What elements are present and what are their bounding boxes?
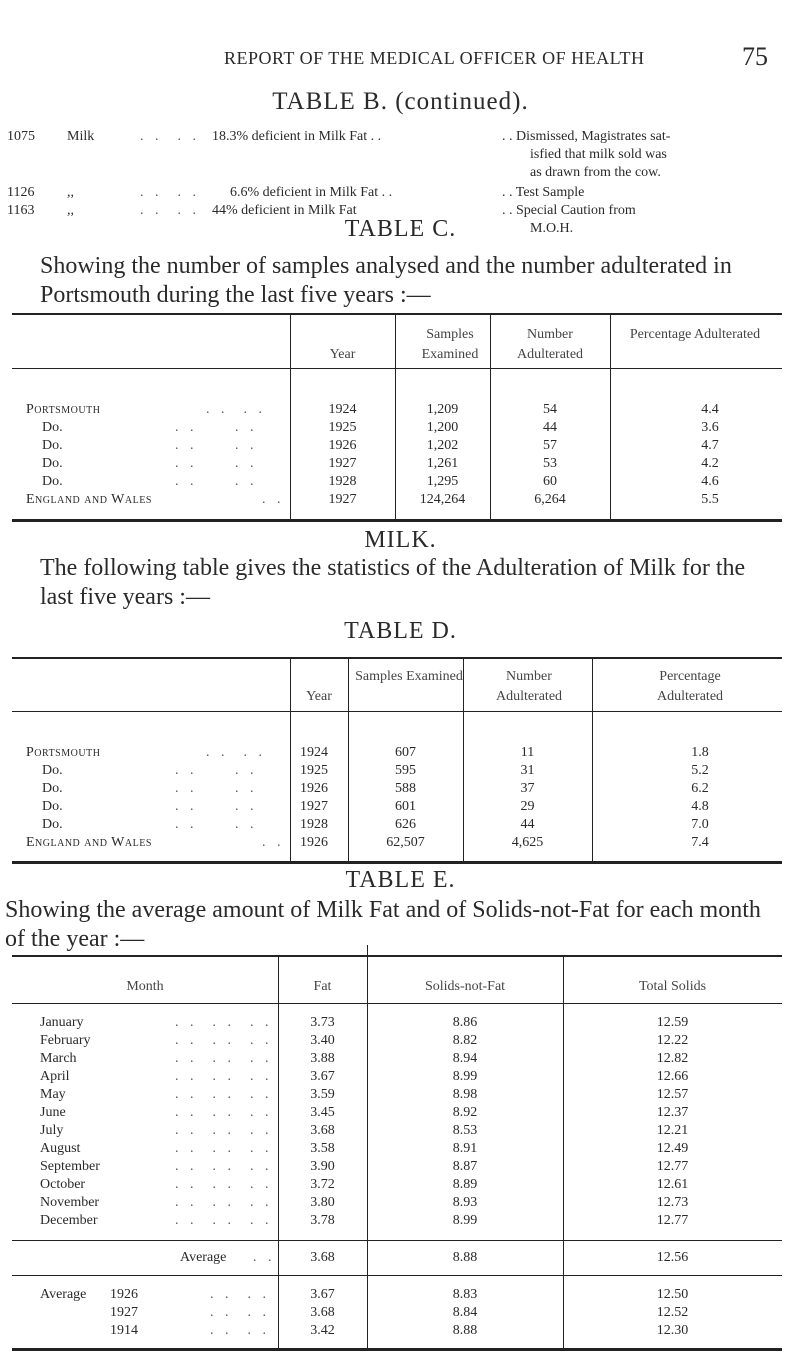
leader-dots: . . . . . . [175,1213,273,1228]
table-b-row-action: . . Special Caution from [502,203,636,218]
leader-dots: . . . . [140,203,200,218]
month-cell: July [40,1123,64,1138]
solids-not-fat-cell: 8.84 [452,1305,478,1320]
leader-dots: . . . . [175,456,258,471]
table-b-row-action-cont: isfied that milk sold was [530,147,667,162]
place-cell: England and Wales [26,835,152,850]
place-cell: Portsmouth [26,745,101,760]
leader-dots: . . . . [140,129,200,144]
year-cell: 1926 [300,835,328,850]
year-cell: 1928 [328,474,357,489]
leader-dots: . . . . . . [175,1051,273,1066]
column-header: Total Solids [638,979,707,994]
leader-dots: . . . . . . [175,1159,273,1174]
solids-not-fat-cell: 8.86 [452,1015,478,1030]
samples-cell: 626 [395,817,416,832]
leader-dots: . . . . . . [175,1069,273,1084]
samples-cell: 1,200 [426,420,459,435]
leader-dots: . . . . . . [175,1195,273,1210]
prior-year-cell: 1914 [110,1323,138,1338]
month-cell: November [40,1195,100,1210]
rule [12,955,782,957]
leader-dots: . . . . [210,1305,270,1320]
total-solids-cell: 12.66 [656,1069,689,1084]
column-divider [610,369,611,519]
rule [12,657,782,659]
percentage-cell: 4.2 [701,456,719,471]
fat-cell: 3.88 [310,1051,335,1066]
column-header: Year [329,347,356,362]
column-header: Samples Examined [421,327,479,362]
samples-cell: 1,209 [426,402,459,417]
leader-dots: . . . . [175,817,258,832]
total-solids-cell: 12.73 [656,1195,689,1210]
adulterated-cell: 11 [520,745,535,760]
solids-not-fat-cell: 8.99 [452,1213,478,1228]
year-cell: 1925 [328,420,357,435]
place-cell: Do. [42,799,63,814]
prior-average-label: Average [40,1287,87,1302]
adulterated-cell: 54 [543,402,557,417]
table-b-title: TABLE B. (continued). [272,88,529,115]
leader-dots: . . . . [175,799,258,814]
fat-cell: 3.40 [310,1033,335,1048]
month-cell: August [40,1141,81,1156]
column-header: Number Adulterated [495,669,563,704]
samples-cell: 1,261 [426,456,459,471]
total-solids-cell: 12.22 [656,1033,689,1048]
table-b-row-action: . . Dismissed, Magistrates sat- [502,129,671,144]
prior-year-cell: 1926 [110,1287,138,1302]
leader-dots: . . [253,1250,276,1265]
samples-cell: 124,264 [419,492,466,507]
rule [12,1003,782,1004]
table-b-row-article: Milk [67,129,95,144]
solids-not-fat-cell: 8.83 [452,1287,478,1302]
fat-cell: 3.78 [310,1213,335,1228]
month-cell: June [40,1105,66,1120]
column-header: Percentage Adulterated [629,327,761,342]
percentage-cell: 3.6 [701,420,719,435]
place-cell: Do. [42,456,63,471]
year-cell: 1926 [300,781,328,796]
fat-cell: 3.67 [310,1287,335,1302]
adulterated-cell: 53 [543,456,557,471]
fat-cell: 3.58 [310,1141,335,1156]
month-cell: January [40,1015,84,1030]
place-cell: Portsmouth [26,402,101,417]
solids-not-fat-cell: 8.82 [452,1033,478,1048]
year-cell: 1924 [328,402,357,417]
fat-cell: 3.68 [310,1250,335,1265]
month-cell: December [40,1213,98,1228]
year-cell: 1925 [300,763,328,778]
place-cell: Do. [42,438,63,453]
fat-cell: 3.45 [310,1105,335,1120]
percentage-cell: 5.2 [691,763,709,778]
samples-cell: 1,295 [426,474,459,489]
total-solids-cell: 12.59 [656,1015,689,1030]
samples-cell: 1,202 [426,438,459,453]
column-header: Solids-not-Fat [424,979,506,994]
total-solids-cell: 12.52 [656,1305,689,1320]
place-cell: Do. [42,781,63,796]
month-cell: October [40,1177,86,1192]
fat-cell: 3.80 [310,1195,335,1210]
total-solids-cell: 12.61 [656,1177,689,1192]
running-title: REPORT OF THE MEDICAL OFFICER OF HEALTH [224,48,645,68]
fat-cell: 3.67 [310,1069,335,1084]
table-b-row-action: . . Test Sample [502,185,585,200]
adulterated-cell: 37 [520,781,535,796]
rule [12,711,782,712]
leader-dots: . . . . [210,1323,270,1338]
solids-not-fat-cell: 8.94 [452,1051,478,1066]
year-cell: 1927 [300,799,328,814]
table-b-row-action-cont: M.O.H. [530,221,574,236]
month-cell: February [40,1033,91,1048]
fat-cell: 3.68 [310,1305,335,1320]
column-header: Year [306,689,332,704]
column-divider [563,1004,564,1349]
solids-not-fat-cell: 8.92 [452,1105,478,1120]
total-solids-cell: 12.37 [656,1105,689,1120]
solids-not-fat-cell: 8.93 [452,1195,478,1210]
leader-dots: . . . . . . [175,1141,273,1156]
adulterated-cell: 44 [543,420,557,435]
column-divider [278,1004,279,1349]
total-solids-cell: 12.57 [656,1087,689,1102]
solids-not-fat-cell: 8.53 [452,1123,478,1138]
leader-dots: . . [262,835,285,850]
samples-cell: 601 [395,799,416,814]
column-header: Fat [313,979,332,994]
month-cell: September [40,1159,100,1174]
adulterated-cell: 6,264 [534,492,566,507]
rule [12,519,782,522]
average-label: Average [180,1250,227,1265]
rule [12,313,782,315]
table-b-row-result: 18.3% deficient in Milk Fat . . [212,129,382,144]
percentage-cell: 7.0 [691,817,709,832]
year-cell: 1924 [300,745,328,760]
year-cell: 1928 [300,817,328,832]
rule [12,1240,782,1241]
adulterated-cell: 31 [520,763,535,778]
fat-cell: 3.68 [310,1123,335,1138]
solids-not-fat-cell: 8.98 [452,1087,478,1102]
table-b-row-no: 1163 [7,203,35,218]
fat-cell: 3.72 [310,1177,335,1192]
leader-dots: . . . . [206,745,266,760]
table-b-row-result: 6.6% deficient in Milk Fat . . [230,185,393,200]
adulterated-cell: 4,625 [511,835,544,850]
table-b-row-action-cont: as drawn from the cow. [530,165,661,180]
leader-dots: . . . . . . [175,1033,273,1048]
adulterated-cell: 57 [543,438,557,453]
table-e-intro: Showing the average amount of Milk Fat and of Solids-not-Fat for each month of the year :— [5,897,761,952]
column-header: Samples Examined [355,669,463,684]
adulterated-cell: 29 [520,799,535,814]
table-b-row-result: 44% deficient in Milk Fat [212,203,357,218]
table-c-title: TABLE C. [344,216,457,242]
total-solids-cell: 12.49 [656,1141,689,1156]
solids-not-fat-cell: 8.87 [452,1159,478,1174]
percentage-cell: 4.7 [701,438,719,453]
leader-dots: . . . . [210,1287,270,1302]
year-cell: 1927 [328,456,357,471]
table-d-title: TABLE D. [344,618,457,644]
fat-cell: 3.59 [310,1087,335,1102]
column-divider [290,712,291,861]
prior-year-cell: 1927 [110,1305,138,1320]
milk-intro: The following table gives the statistics of the Adulteration of Milk for the last five years :— [40,555,746,610]
solids-not-fat-cell: 8.99 [452,1069,478,1084]
leader-dots: . . . . [175,474,258,489]
place-cell: Do. [42,763,63,778]
place-cell: England and Wales [26,492,152,507]
leader-dots: . . . . [175,420,258,435]
leader-dots: . . . . . . [175,1087,273,1102]
solids-not-fat-cell: 8.91 [452,1141,478,1156]
solids-not-fat-cell: 8.88 [452,1323,478,1338]
solids-not-fat-cell: 8.89 [452,1177,478,1192]
leader-dots: . . . . [175,763,258,778]
leader-dots: . . . . . . [175,1177,273,1192]
column-divider [348,712,349,861]
rule [12,861,782,864]
samples-cell: 595 [395,763,416,778]
place-cell: Do. [42,474,63,489]
column-header: Number Adulterated [516,327,584,362]
total-solids-cell: 12.21 [656,1123,689,1138]
leader-dots: . . . . [175,781,258,796]
leader-dots: . . . . . . [175,1105,273,1120]
samples-cell: 62,507 [386,835,425,850]
year-cell: 1926 [328,438,357,453]
leader-dots: . . . . . . [175,1123,273,1138]
page-number: 75 [742,42,768,71]
adulterated-cell: 60 [543,474,557,489]
total-solids-cell: 12.77 [656,1159,689,1174]
percentage-cell: 4.8 [691,799,709,814]
leader-dots: . . . . . . [175,1015,273,1030]
leader-dots: . . [262,492,285,507]
fat-cell: 3.73 [310,1015,335,1030]
percentage-cell: 4.6 [701,474,719,489]
column-divider [367,1004,368,1349]
fat-cell: 3.90 [310,1159,335,1174]
month-cell: March [40,1051,77,1066]
month-cell: May [40,1087,66,1102]
leader-dots: . . . . [140,185,200,200]
percentage-cell: 4.4 [701,402,719,417]
total-solids-cell: 12.30 [656,1323,689,1338]
month-cell: April [40,1069,70,1084]
column-header: Percentage Adulterated [656,669,724,704]
leader-dots: . . . . [206,402,266,417]
milk-heading: MILK. [364,527,437,553]
column-divider [463,712,464,861]
total-solids-cell: 12.56 [656,1250,689,1265]
column-divider [592,712,593,861]
percentage-cell: 6.2 [691,781,709,796]
rule [12,1348,782,1351]
percentage-cell: 5.5 [701,492,719,507]
table-b-row-no: 1075 [7,129,35,144]
table-c-intro: Showing the number of samples analysed and the number adulterated in Portsmouth during the last five years :— [40,253,732,308]
page-header [0,42,801,72]
column-divider [290,369,291,519]
percentage-cell: 1.8 [691,745,709,760]
place-cell: Do. [42,420,63,435]
samples-cell: 607 [395,745,416,760]
table-e-title: TABLE E. [345,867,456,893]
place-cell: Do. [42,817,63,832]
leader-dots: . . . . [175,438,258,453]
column-divider [490,369,491,519]
samples-cell: 588 [395,781,416,796]
table-b-row-article: ,, [67,185,74,200]
rule [12,1275,782,1276]
column-divider [395,369,396,519]
column-header: Month [126,979,164,994]
rule [12,368,782,369]
table-b-row-article: ,, [67,203,74,218]
fat-cell: 3.42 [310,1323,335,1338]
percentage-cell: 7.4 [691,835,709,850]
year-cell: 1927 [328,492,357,507]
total-solids-cell: 12.82 [656,1051,689,1066]
table-b-row-no: 1126 [7,185,35,200]
total-solids-cell: 12.50 [656,1287,689,1302]
adulterated-cell: 44 [520,817,535,832]
total-solids-cell: 12.77 [656,1213,689,1228]
solids-not-fat-cell: 8.88 [452,1250,478,1265]
